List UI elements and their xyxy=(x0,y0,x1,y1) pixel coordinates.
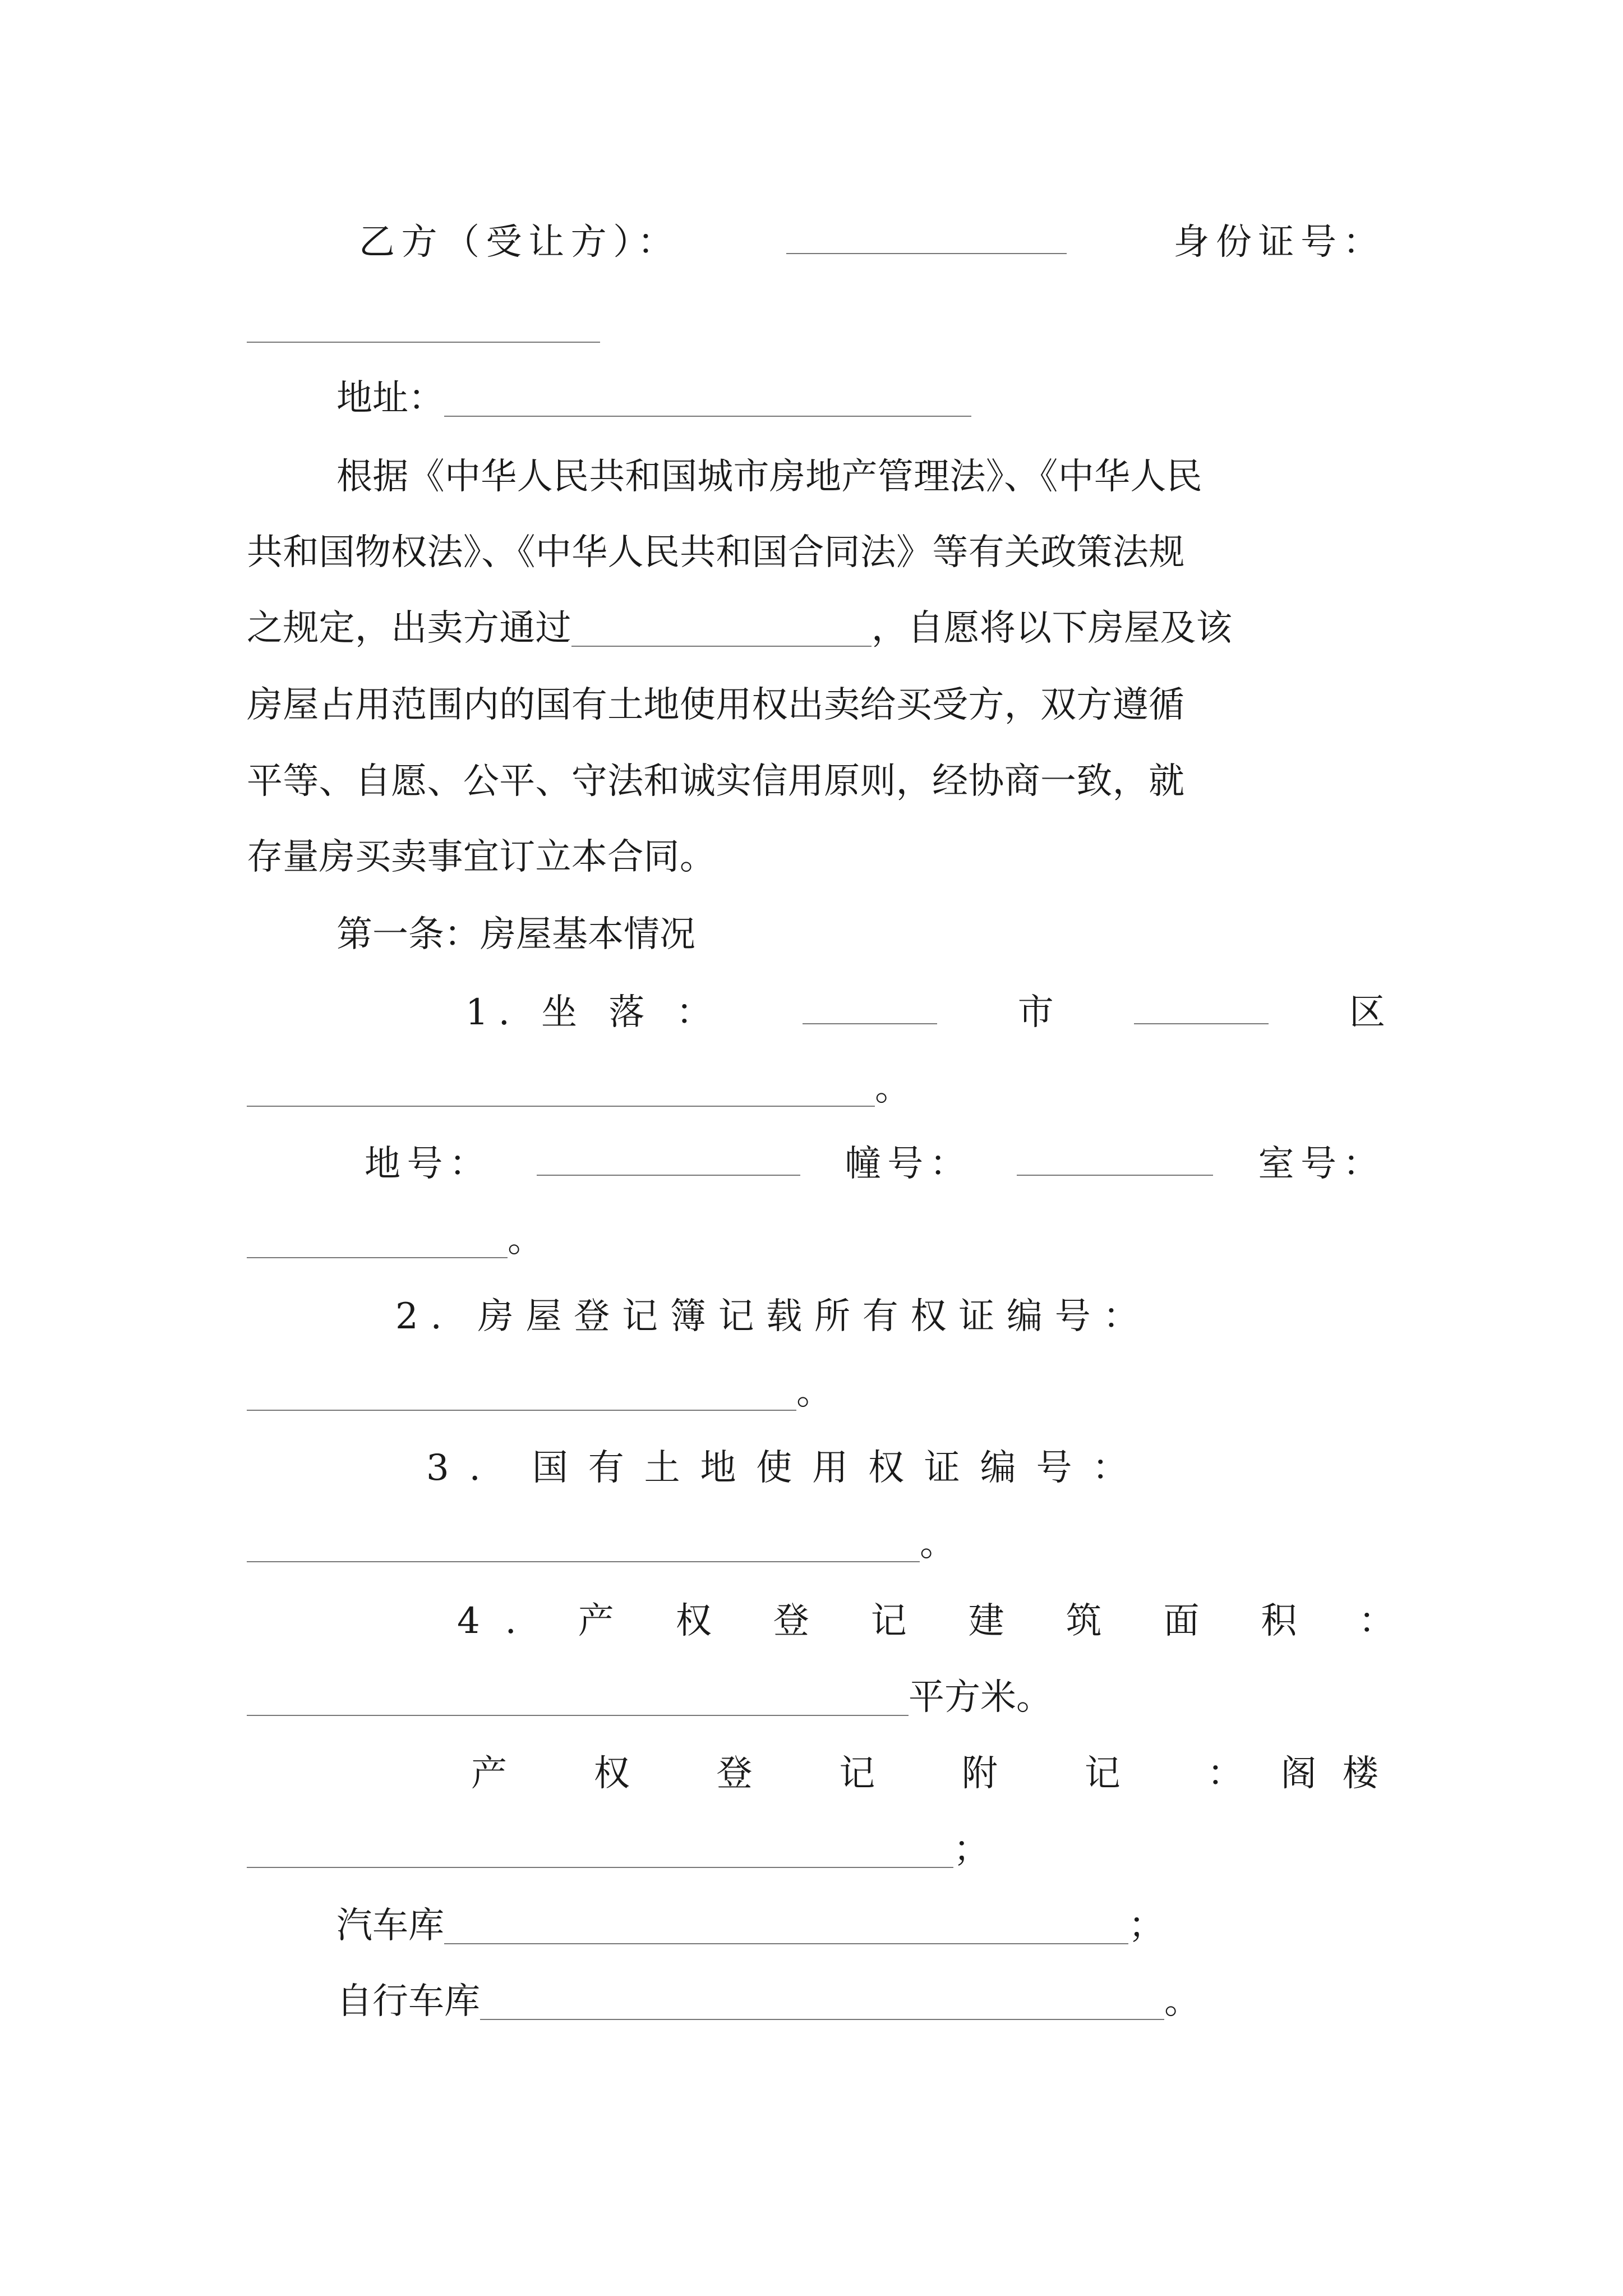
floor-area-blank xyxy=(247,1715,909,1716)
intro-line-5 xyxy=(247,748,1385,815)
intro-line-1 xyxy=(336,443,1385,510)
building-number-label: 幢号： xyxy=(845,1143,972,1185)
lot-building-room-line xyxy=(365,1130,1385,1198)
address-label: 地址： xyxy=(336,378,444,419)
bicycle-garage-blank xyxy=(480,2019,1164,2020)
id-number-blank xyxy=(247,342,600,343)
garage-label: 汽车库 xyxy=(336,1905,444,1947)
intro-text-3-suffix: ，自愿将以下房屋及该 xyxy=(871,608,1233,649)
intro-line-4 xyxy=(247,671,1385,739)
ownership-certificate-blank-line xyxy=(247,1359,1385,1426)
garage-blank xyxy=(444,1943,1128,1944)
land-use-certificate-blank xyxy=(247,1561,920,1562)
room-number-line xyxy=(247,1206,1385,1273)
id-number-label: 身份证号： xyxy=(1173,222,1385,263)
bicycle-garage-end: 。 xyxy=(1164,1981,1200,2022)
location-end: 。 xyxy=(875,1068,911,1109)
building-number-blank xyxy=(1017,1175,1213,1176)
intro-text-6: 存量房买卖事宜订立本合同。 xyxy=(247,836,716,878)
address-blank xyxy=(444,416,971,417)
id-number-line xyxy=(247,306,1385,345)
land-number-blank xyxy=(537,1175,800,1176)
land-number-label: 地号： xyxy=(365,1143,492,1185)
district-blank xyxy=(1134,1023,1269,1024)
attic-end: ； xyxy=(953,1829,989,1870)
purchase-method-blank xyxy=(571,646,872,647)
land-use-certificate-label: 3. 国有土地使用权证编号： xyxy=(426,1447,1149,1489)
floor-area-blank-line xyxy=(247,1664,1385,1731)
address-line xyxy=(336,365,1385,432)
bicycle-garage-label: 自行车库 xyxy=(336,1981,480,2022)
party-b-line xyxy=(359,209,1385,276)
intro-text-1: 根据《中华人民共和国城市房地产管理法》、《中华人民 xyxy=(336,456,1202,498)
floor-area-label: 4. 产 权 登 记 建 筑 面 积 ： xyxy=(457,1600,1420,1642)
room-number-label: 室号： xyxy=(1258,1143,1385,1185)
city-label: 市 xyxy=(1017,992,1054,1033)
ownership-certificate-line xyxy=(395,1283,1385,1350)
location-detail-line xyxy=(247,1055,1385,1122)
registration-note-label: 产 权 登 记 附 记 ： xyxy=(471,1753,1281,1795)
location-detail-blank xyxy=(247,1106,875,1107)
article-1-title-line xyxy=(336,901,1385,968)
district-label: 区 xyxy=(1349,992,1385,1033)
land-use-certificate-line xyxy=(426,1434,1385,1502)
attic-label: 阁楼 xyxy=(1280,1753,1404,1795)
land-use-certificate-blank-line xyxy=(247,1510,1385,1577)
party-b-name-blank xyxy=(786,253,1067,254)
city-blank xyxy=(803,1023,937,1024)
ownership-certificate-end: 。 xyxy=(796,1372,832,1413)
location-line xyxy=(465,979,1385,1046)
floor-area-line xyxy=(457,1588,1420,1655)
bicycle-garage-line xyxy=(336,1968,1385,2035)
intro-line-6 xyxy=(247,823,1385,891)
intro-text-3-prefix: 之规定，出卖方通过 xyxy=(247,608,571,649)
party-b-label: 乙方（受让方）： xyxy=(359,222,680,263)
intro-line-3 xyxy=(247,595,1385,662)
ownership-certificate-label: 2. 房屋登记簿记载所有权证编号： xyxy=(395,1296,1151,1337)
intro-text-5: 平等、自愿、公平、守法和诚实信用原则，经协商一致，就 xyxy=(247,761,1185,802)
ownership-certificate-blank xyxy=(247,1410,796,1411)
garage-line xyxy=(336,1892,1385,1959)
intro-text-2: 共和国物权法》、《中华人民共和国合同法》等有关政策法规 xyxy=(247,532,1185,573)
room-number-blank xyxy=(247,1257,508,1258)
floor-area-unit: 平方米。 xyxy=(909,1677,1052,1718)
registration-note-line xyxy=(471,1740,1404,1807)
intro-line-2 xyxy=(247,519,1385,586)
room-number-end: 。 xyxy=(508,1219,543,1260)
attic-blank-line xyxy=(247,1816,1385,1883)
garage-end: ； xyxy=(1128,1905,1164,1947)
attic-blank xyxy=(247,1867,953,1868)
land-use-certificate-end: 。 xyxy=(920,1523,956,1565)
intro-text-4: 房屋占用范围内的国有土地使用权出卖给买受方，双方遵循 xyxy=(247,684,1185,726)
location-label: 1. 坐 落 ： xyxy=(465,992,722,1033)
article-1-title: 第一条：房屋基本情况 xyxy=(336,914,695,955)
